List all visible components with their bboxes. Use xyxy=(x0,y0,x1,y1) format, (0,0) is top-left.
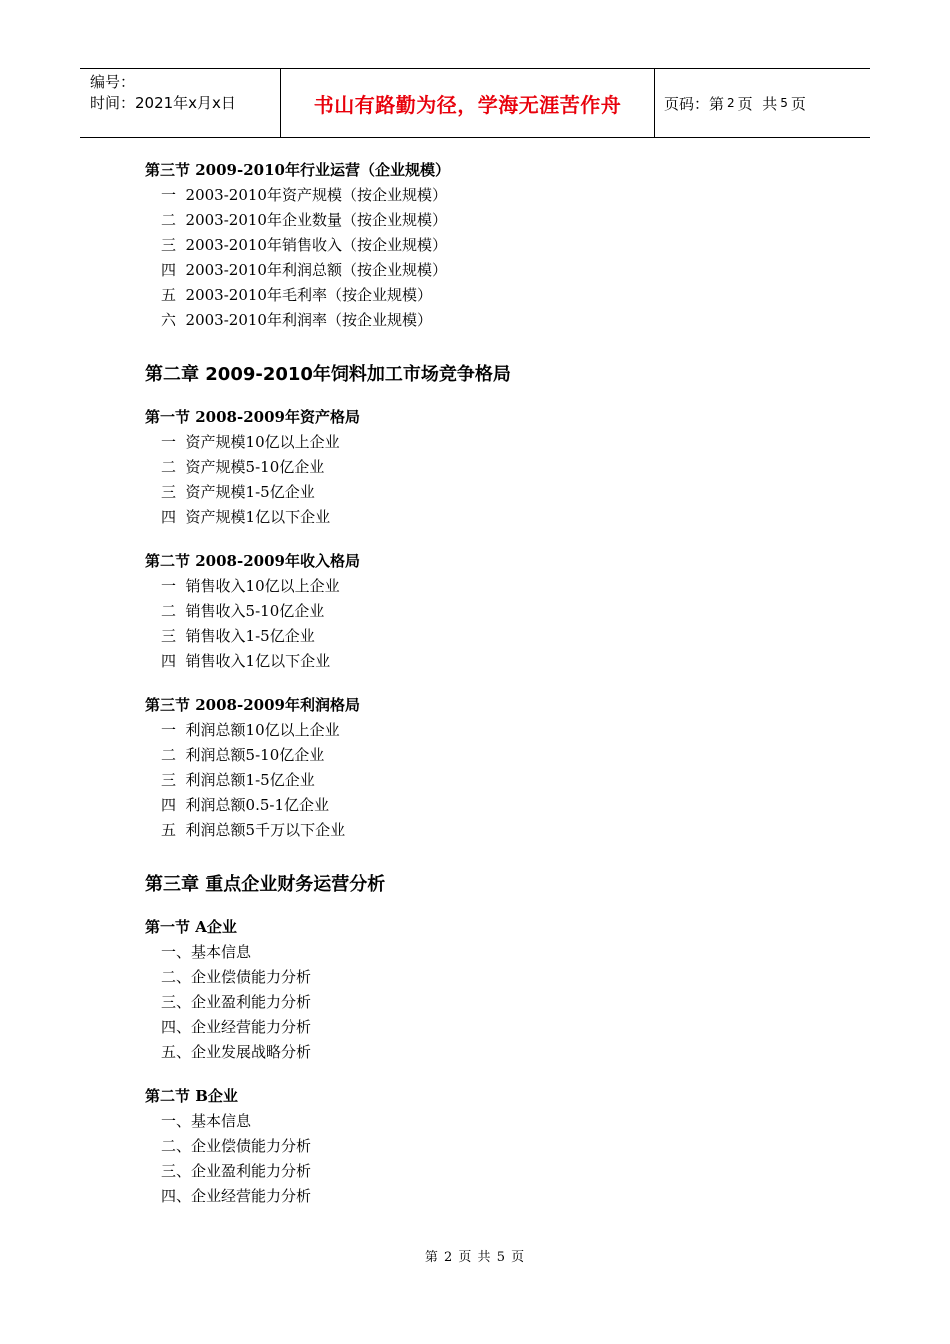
serial-label: 编号： xyxy=(90,73,136,91)
toc-item: 五 利润总额5千万以下企业 xyxy=(161,821,346,839)
header-meta xyxy=(80,69,281,137)
toc-item: 一、基本信息 xyxy=(161,1112,252,1130)
toc-item: 三 资产规模1-5亿企业 xyxy=(161,483,315,501)
toc-item: 一 资产规模10亿以上企业 xyxy=(161,433,340,451)
toc-section xyxy=(145,1084,845,1209)
header-motto: 书山有路勤为径，学海无涯苦作舟 xyxy=(281,69,655,137)
toc-item: 二 利润总额5-10亿企业 xyxy=(161,746,325,764)
toc-item: 四 销售收入1亿以下企业 xyxy=(161,652,331,670)
toc-item: 二 资产规模5-10亿企业 xyxy=(161,458,325,476)
toc-section xyxy=(145,405,845,530)
table-of-contents xyxy=(145,158,845,1209)
toc-item: 四 资产规模1亿以下企业 xyxy=(161,508,331,526)
page-footer xyxy=(0,1246,950,1265)
page-prefix: 页码：第 xyxy=(664,94,725,113)
toc-item: 一 利润总额10亿以上企业 xyxy=(161,721,340,739)
toc-section xyxy=(145,693,845,843)
toc-item: 二 2003-2010年企业数量（按企业规模） xyxy=(161,211,447,229)
toc-item: 三 利润总额1-5亿企业 xyxy=(161,771,315,789)
toc-item: 二、企业偿债能力分析 xyxy=(161,1137,312,1155)
section-title: 第二节 2008-2009年收入格局 xyxy=(145,552,360,570)
toc-item: 六 2003-2010年利润率（按企业规模） xyxy=(161,311,432,329)
toc-item: 四、企业经营能力分析 xyxy=(161,1187,312,1205)
toc-section xyxy=(145,549,845,674)
section-title: 第二节 B企业 xyxy=(145,1087,238,1105)
page-header xyxy=(80,68,870,138)
toc-item: 一 2003-2010年资产规模（按企业规模） xyxy=(161,186,447,204)
toc-item: 二 销售收入5-10亿企业 xyxy=(161,602,325,620)
toc-item: 二、企业偿债能力分析 xyxy=(161,968,312,986)
toc-item: 四 利润总额0.5-1亿企业 xyxy=(161,796,330,814)
chapter-title: 第三章 重点企业财务运营分析 xyxy=(145,874,386,895)
page-middle: 页 共 xyxy=(737,94,778,113)
section-title: 第一节 2008-2009年资产格局 xyxy=(145,408,360,426)
toc-item: 三、企业盈利能力分析 xyxy=(161,1162,312,1180)
page-total: 5 xyxy=(780,96,788,110)
toc-item: 四 2003-2010年利润总额（按企业规模） xyxy=(161,261,447,279)
toc-item: 五 2003-2010年毛利率（按企业规模） xyxy=(161,286,432,304)
date-label: 时间：2021年x月x日 xyxy=(90,94,236,112)
toc-item: 三 2003-2010年销售收入（按企业规模） xyxy=(161,236,447,254)
toc-item: 一、基本信息 xyxy=(161,943,252,961)
section-title: 第三节 2009-2010年行业运营（企业规模） xyxy=(145,161,450,179)
toc-section xyxy=(145,915,845,1065)
toc-item: 五、企业发展战略分析 xyxy=(161,1043,312,1061)
toc-item: 四、企业经营能力分析 xyxy=(161,1018,312,1036)
section-title: 第一节 A企业 xyxy=(145,918,237,936)
toc-item: 三 销售收入1-5亿企业 xyxy=(161,627,315,645)
section-title: 第三节 2008-2009年利润格局 xyxy=(145,696,360,714)
toc-item: 三、企业盈利能力分析 xyxy=(161,993,312,1011)
page-current: 2 xyxy=(727,96,735,110)
footer-page-number: 第 2 页 共 5 页 xyxy=(424,1250,526,1265)
chapter-title: 第二章 2009-2010年饲料加工市场竞争格局 xyxy=(145,364,511,385)
page-suffix: 页 xyxy=(790,94,806,113)
toc-section xyxy=(145,158,845,333)
header-page-number xyxy=(655,69,870,137)
toc-item: 一 销售收入10亿以上企业 xyxy=(161,577,340,595)
